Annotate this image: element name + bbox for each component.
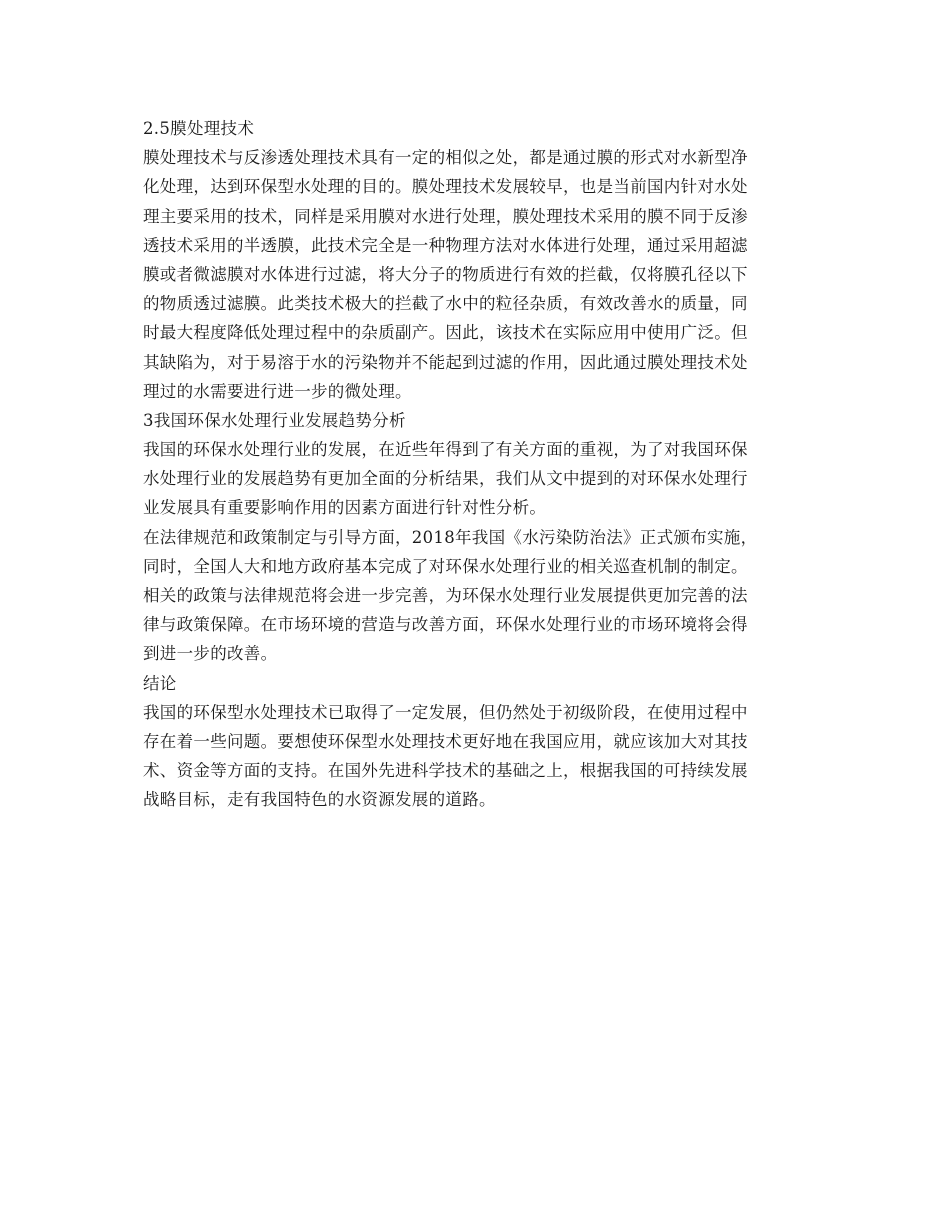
paragraph-line: 到进一步的改善。 — [143, 644, 278, 664]
paragraph-line: 相关的政策与法律规范将会进一步完善，为环保水处理行业发展提供更加完善的法 — [143, 586, 748, 605]
paragraph-line: 我国的环保水处理行业的发展，在近些年得到了有关方面的重视，为了对我国环保 — [143, 440, 748, 460]
paragraph-line: 膜或者微滤膜对水体进行过滤，将大分子的物质进行有效的拦截，仅将膜孔径以下 — [143, 264, 748, 284]
paragraph-line: 在法律规范和政策制定与引导方面，2018年我国《水污染防治法》正式颁布实施， — [143, 527, 758, 547]
paragraph-industry-development — [143, 435, 823, 523]
paragraph-conclusion — [143, 698, 823, 815]
section-heading-2-5: 2.5膜处理技术 — [143, 119, 255, 138]
paragraph-line: 时最大程度降低处理过程中的杂质副产。因此，该技术在实际应用中使用广泛。但 — [143, 323, 748, 343]
paragraph-line: 理主要采用的技术，同样是采用膜对水进行处理，膜处理技术采用的膜不同于反渗 — [143, 206, 748, 226]
paragraph-line: 同时，全国人大和地方政府基本完成了对环保水处理行业的相关巡查机制的制定。 — [143, 556, 748, 576]
paragraph-line: 透技术采用的半透膜，此技术完全是一种物理方法对水体进行处理，通过采用超滤 — [143, 235, 748, 255]
paragraph-line: 术、资金等方面的支持。在国外先进科学技术的基础之上，根据我国的可持续发展 — [143, 761, 748, 781]
paragraph-line: 存在着一些问题。要想使环保型水处理技术更好地在我国应用，就应该加大对其技 — [143, 731, 748, 751]
paragraph-line: 其缺陷为，对于易溶于水的污染物并不能起到过滤的作用，因此通过膜处理技术处 — [143, 352, 748, 372]
paragraph-line: 战略目标，走有我国特色的水资源发展的道路。 — [143, 790, 496, 810]
paragraph-line: 水处理行业的发展趋势有更加全面的分析结果，我们从文中提到的对环保水处理行 — [143, 469, 748, 489]
paragraph-membrane-technology — [143, 143, 823, 406]
paragraph-line: 律与政策保障。在市场环境的营造与改善方面，环保水处理行业的市场环境将会得 — [143, 615, 748, 635]
section-heading-3: 3我国环保水处理行业发展趋势分析 — [143, 410, 406, 430]
section-heading-conclusion: 结论 — [143, 673, 177, 693]
paragraph-line: 业发展具有重要影响作用的因素方面进行针对性分析。 — [143, 498, 547, 518]
paragraph-line: 化处理，达到环保型水处理的目的。膜处理技术发展较早，也是当前国内针对水处 — [143, 177, 748, 197]
paragraph-line: 膜处理技术与反渗透处理技术具有一定的相似之处，都是通过膜的形式对水新型净 — [143, 148, 748, 168]
document-body — [143, 114, 823, 815]
paragraph-line: 我国的环保型水处理技术已取得了一定发展，但仍然处于初级阶段，在使用过程中 — [143, 702, 748, 722]
paragraph-line: 理过的水需要进行进一步的微处理。 — [143, 381, 412, 401]
paragraph-legal-policy — [143, 523, 823, 669]
paragraph-line: 的物质透过滤膜。此类技术极大的拦截了水中的粒径杂质，有效改善水的质量，同 — [143, 294, 748, 314]
